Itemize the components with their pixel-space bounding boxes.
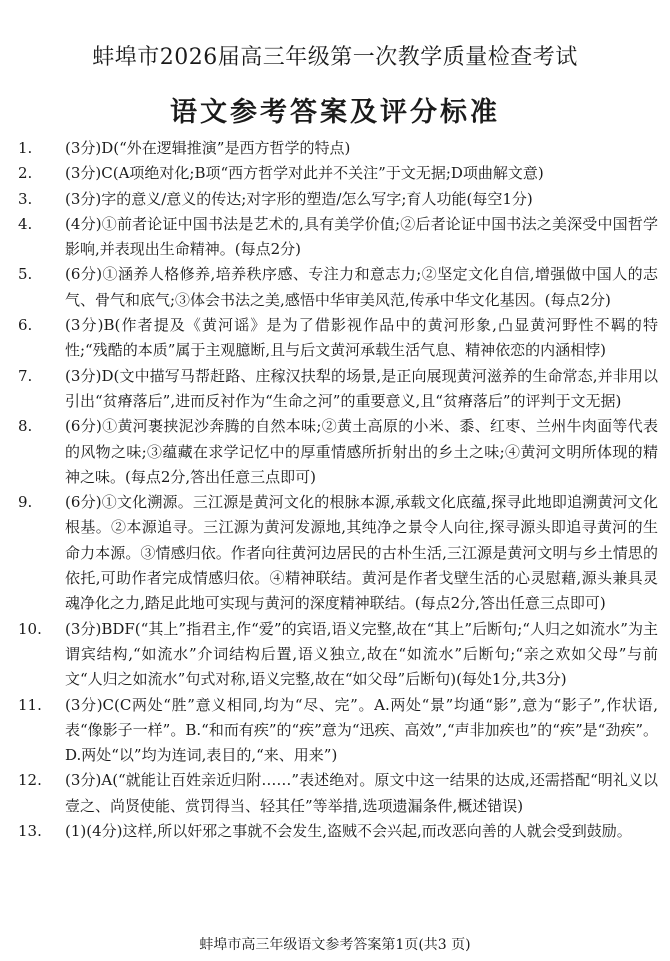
answer-item	[18, 768, 658, 819]
answer-text: (3分)字的意义/意义的传达;对字形的塑造/怎么写字;育人功能(每空1分)	[65, 189, 533, 208]
answer-text: (3分)C(C两处“胜”意义相同,均为“尽、完”。A.两处“景”均通“影”,意为“影子”,作状语,表“像影子一样”。B.“和而有疾”的“疾”意为“迅疾、高效”,“声非加疾也”的“疾”是“劲疾”。D.两处“以”均为连词,表目的,“来、用来”)	[65, 695, 658, 765]
answer-text: (6分)①文化溯源。三江源是黄河文化的根脉本源,承载文化底蕴,探寻此地即追溯黄河文化根基。②本源追寻。三江源为黄河发源地,其纯净之景令人向往,探寻源头即追寻黄河的生命力本源。③情感归依。作者向往黄河边居民的古朴生活,三江源是黄河文明与乡土情思的依托,可助作者完成情感归依。④精神联结。黄河是作者戈壁生活的心灵慰藉,源头兼具灵魂净化之力,踏足此地可实现与黄河的深度精神联结。(每点2分,答出任意三点即可)	[65, 493, 658, 613]
document-subtitle: 语文参考答案及评分标准	[170, 97, 500, 128]
answer-number: 7.	[18, 366, 33, 385]
answer-item	[18, 262, 658, 313]
answer-text: (3分)C(A项绝对化;B项“西方哲学对此并不关注”于文无据;D项曲解文意)	[65, 164, 544, 183]
answer-item	[18, 819, 658, 844]
answer-number: 9.	[18, 493, 33, 512]
answer-item	[18, 364, 658, 415]
answer-item	[18, 490, 658, 616]
answer-number: 12.	[18, 771, 42, 790]
answer-number: 6.	[18, 316, 33, 335]
answer-text: (6分)①涵养人格修养,培养秩序感、专注力和意志力;②坚定文化自信,增强做中国人的志气、骨气和底气;③体会书法之美,感悟中华审美风范,传承中华文化基因。(每点2分)	[65, 265, 658, 309]
answer-item	[18, 212, 658, 263]
exam-title: 蚌埠市2026届高三年级第一次教学质量检查考试	[92, 45, 578, 70]
answer-number: 4.	[18, 214, 33, 233]
answer-item	[18, 187, 658, 212]
answer-item	[18, 161, 658, 186]
answer-text: (3分)A(“就能让百姓亲近归附……”表述绝对。原文中这一结果的达成,还需搭配“明礼义以壹之、尚贤使能、赏罚得当、轻其任”等举措,选项遗漏条件,概述错误)	[65, 771, 658, 815]
answer-list	[18, 136, 658, 844]
answer-number: 13.	[18, 822, 42, 841]
answer-item	[18, 617, 658, 693]
answer-number: 8.	[18, 417, 33, 436]
answer-number: 2.	[18, 164, 33, 183]
page-footer: 蚌埠市高三年级语文参考答案第1页(共3 页)	[199, 937, 471, 953]
answer-item	[18, 693, 658, 769]
answer-item	[18, 136, 658, 161]
answer-text: (1)(4分)这样,所以奸邪之事就不会发生,盗贼不会兴起,而改恶向善的人就会受到鼓励。	[65, 822, 632, 841]
answer-number: 3.	[18, 189, 33, 208]
answer-item	[18, 313, 658, 364]
answer-text: (3分)B(作者提及《黄河谣》是为了借影视作品中的黄河形象,凸显黄河野性不羁的特性;“残酷的本质”属于主观臆断,且与后文黄河承载生活气息、精神依恋的内涵相悖)	[65, 316, 658, 360]
answer-text: (6分)①黄河裹挟泥沙奔腾的自然本味;②黄土高原的小米、黍、红枣、兰州牛肉面等代表的风物之味;③蕴藏在求学记忆中的厚重情感所折射出的乡土之味;④黄河文明所体现的精神之味。(每点2分,答出任意三点即可)	[65, 417, 658, 486]
answer-number: 5.	[18, 265, 33, 284]
answer-text: (3分)D(文中描写马帮赶路、庄稼汉扶犁的场景,是正向展现黄河滋养的生命常态,并非用以引出“贫瘠落后”,进而反衬作为“生命之河”的重要意义,且“贫瘠落后”的评判于文无据)	[65, 366, 658, 410]
answer-text: (3分)D(“外在逻辑推演”是西方哲学的特点)	[65, 139, 351, 157]
answer-number: 1.	[18, 139, 33, 157]
answer-text: (4分)①前者论证中国书法是艺术的,具有美学价值;②后者论证中国书法之美深受中国哲学影响,并表现出生命精神。(每点2分)	[65, 214, 658, 259]
answer-number: 10.	[18, 619, 42, 638]
answer-text: (3分)BDF(“其上”指君主,作“爱”的宾语,语义完整,故在“其上”后断句;“人归之如流水”为主谓宾结构,“如流水”介词结构后置,语义独立,故在“如流水”后断句;“亲之欢如父母”与前文“人归之如流水”句式对称,语义完整,故在“如父母”后断句)(每处1分,共3分)	[65, 619, 658, 689]
answer-item	[18, 414, 658, 490]
answer-number: 11.	[18, 695, 42, 714]
